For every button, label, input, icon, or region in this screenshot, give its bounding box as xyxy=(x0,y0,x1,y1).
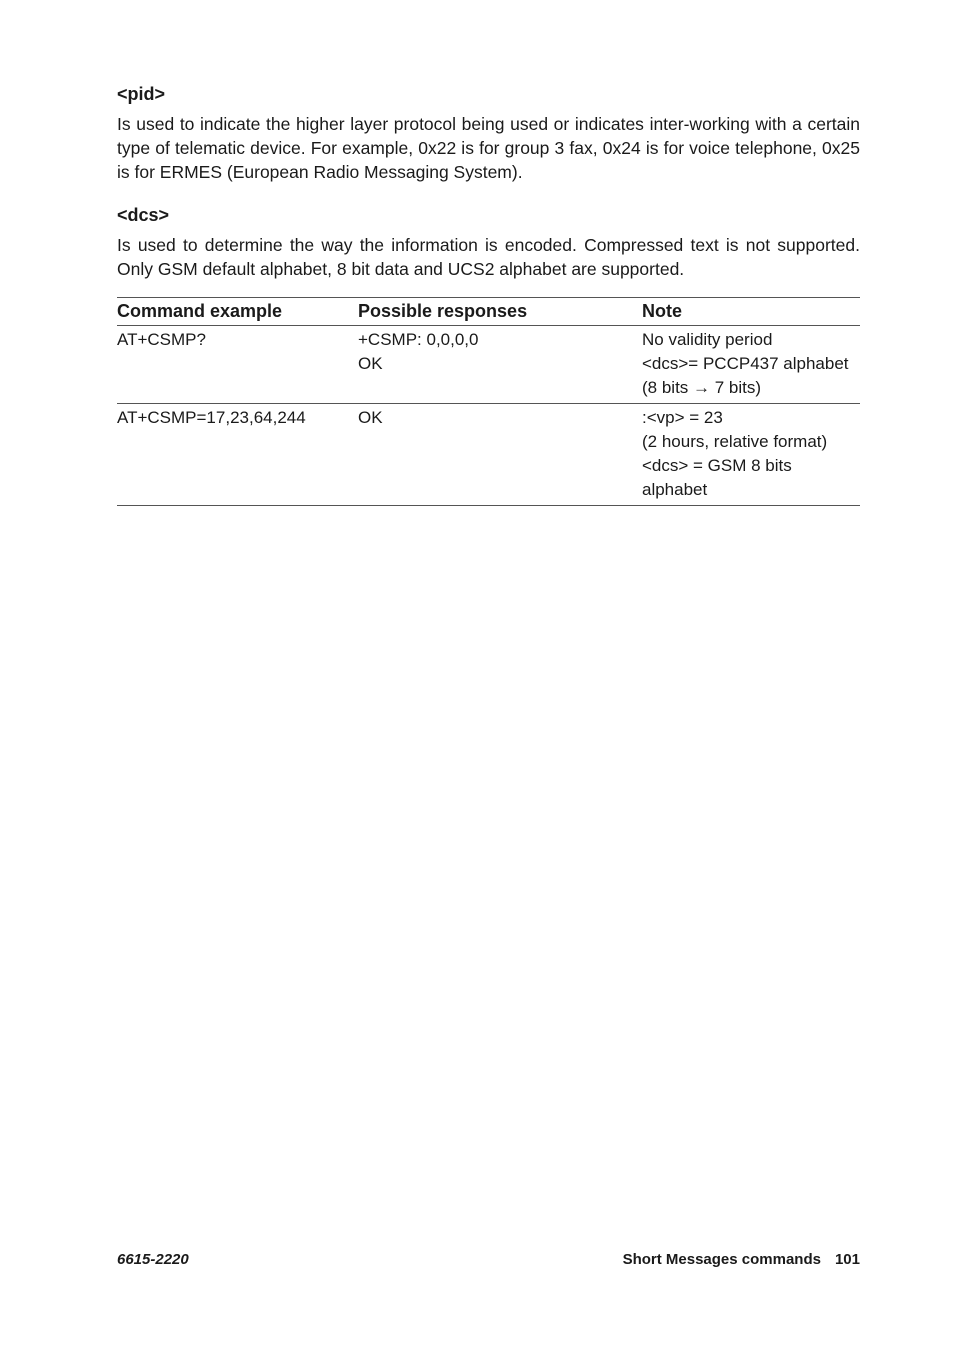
dcs-section xyxy=(117,203,860,281)
footer-section-title: Short Messages commands xyxy=(622,1251,821,1268)
pid-heading: <pid> xyxy=(117,84,166,104)
table-row xyxy=(117,326,860,404)
pid-description: Is used to indicate the higher layer protocol being used or indicates inter-working with a certain type of telematic device. For example, 0x22 is for group 3 fax, 0x24 is for voice telephone, 0x25 is for ERMES (European Radio Messaging System). xyxy=(117,114,860,182)
command-line: AT+CSMP? xyxy=(117,330,206,349)
note-line: (2 hours, relative format) xyxy=(642,432,828,451)
document-page xyxy=(117,82,860,506)
response-line: OK xyxy=(358,408,383,427)
response-cell xyxy=(358,404,642,506)
note-line: No validity period xyxy=(642,330,773,349)
table-header-row xyxy=(117,298,860,326)
dcs-heading: <dcs> xyxy=(117,205,170,225)
response-line: +CSMP: 0,0,0,0 xyxy=(358,330,479,349)
document-number: 6615-2220 xyxy=(117,1251,189,1268)
command-cell xyxy=(117,404,358,506)
table-row xyxy=(117,404,860,506)
note-cell xyxy=(642,326,860,404)
header-possible-responses: Possible responses xyxy=(358,298,642,326)
response-cell xyxy=(358,326,642,404)
note-line: (8 bits → 7 bits) xyxy=(642,378,762,397)
note-line: :<vp> = 23 xyxy=(642,408,723,427)
header-note: Note xyxy=(642,298,860,326)
header-command-example: Command example xyxy=(117,298,358,326)
page-number: 101 xyxy=(834,1251,860,1268)
note-line: <dcs> = GSM 8 bits xyxy=(642,456,792,475)
command-line: AT+CSMP=17,23,64,244 xyxy=(117,408,306,427)
command-cell xyxy=(117,326,358,404)
pid-section xyxy=(117,82,860,184)
note-line: alphabet xyxy=(642,480,708,499)
note-cell xyxy=(642,404,860,506)
response-line: OK xyxy=(358,354,383,373)
footer-right xyxy=(623,1250,860,1270)
command-table xyxy=(117,297,860,506)
note-line: <dcs>= PCCP437 alphabet xyxy=(642,354,849,373)
dcs-description: Is used to determine the way the information is encoded. Compressed text is not supported. Only GSM default alphabet, 8 bit data and UCS2 alphabet are supported. xyxy=(117,235,860,279)
